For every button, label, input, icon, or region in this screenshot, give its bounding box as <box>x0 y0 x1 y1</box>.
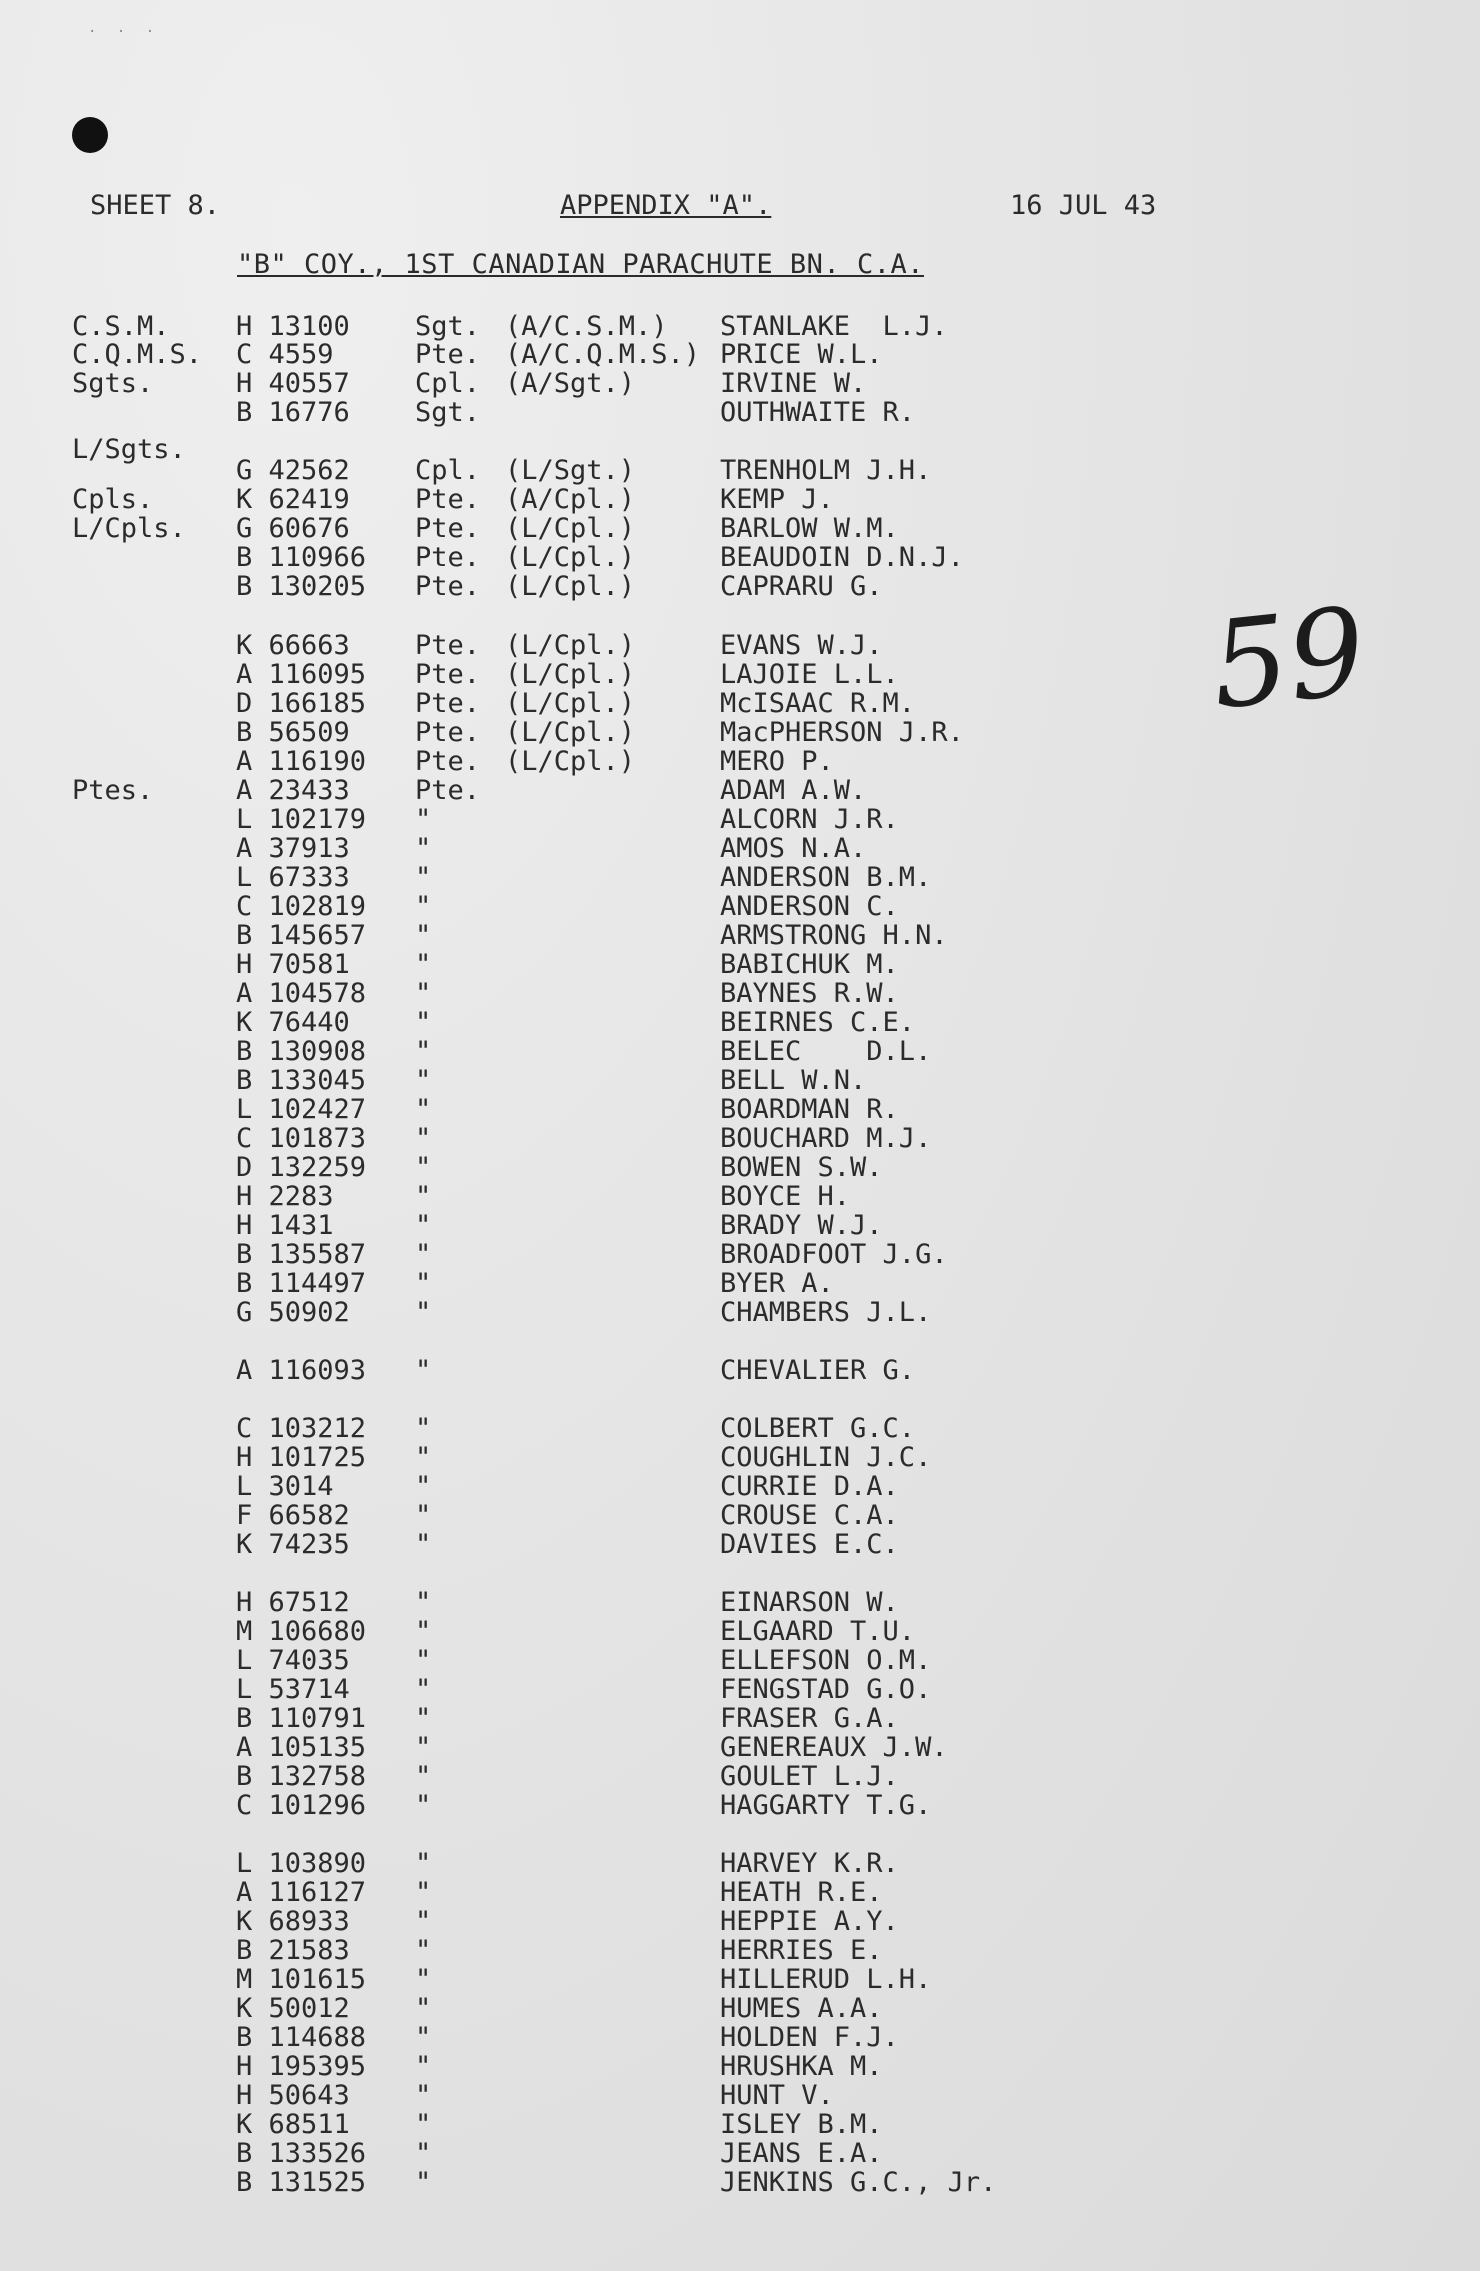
service-number: H 1431 <box>236 1210 334 1241</box>
rank-group-label: L/Cpls. <box>72 513 186 544</box>
roll-entry <box>0 1616 1480 1646</box>
rank: Pte. <box>415 688 481 719</box>
rank: Pte. <box>415 484 481 515</box>
acting-rank: (L/Cpl.) <box>505 659 636 690</box>
rank: " <box>415 1065 432 1096</box>
service-number: L 103890 <box>236 1848 367 1879</box>
acting-rank: (L/Cpl.) <box>505 630 636 661</box>
rank: " <box>415 1297 432 1328</box>
rank: " <box>415 1036 432 1067</box>
roll-entry <box>0 1529 1480 1559</box>
roll-entry <box>0 2138 1480 2168</box>
service-number: A 116093 <box>236 1355 367 1386</box>
rank: " <box>415 1703 432 1734</box>
service-number: K 62419 <box>236 484 350 515</box>
soldier-name: HERRIES E. <box>720 1935 883 1966</box>
rank: " <box>415 1935 432 1966</box>
service-number: B 114497 <box>236 1268 367 1299</box>
roll-entry <box>0 2109 1480 2139</box>
soldier-name: HUMES A.A. <box>720 1993 883 2024</box>
soldier-name: HOLDEN F.J. <box>720 2022 899 2053</box>
acting-rank: (A/Sgt.) <box>505 368 636 399</box>
roll-entry <box>0 775 1480 805</box>
rank: Pte. <box>415 746 481 777</box>
rank: Cpl. <box>415 368 481 399</box>
service-number: C 103212 <box>236 1413 367 1444</box>
rank-group-label: C.S.M. <box>72 311 170 342</box>
rank: " <box>415 891 432 922</box>
soldier-name: BELL W.N. <box>720 1065 867 1096</box>
roll-entry <box>0 1152 1480 1182</box>
rank: " <box>415 1123 432 1154</box>
rank: " <box>415 920 432 951</box>
service-number: K 68933 <box>236 1906 350 1937</box>
roll-entry <box>0 1645 1480 1675</box>
roll-entry <box>0 1442 1480 1472</box>
soldier-name: LAJOIE L.L. <box>720 659 899 690</box>
service-number: H 2283 <box>236 1181 334 1212</box>
roll-entry <box>0 1210 1480 1240</box>
service-number: F 66582 <box>236 1500 350 1531</box>
soldier-name: STANLAKE L.J. <box>720 311 948 342</box>
scan-specks: · · · <box>88 24 161 40</box>
rank: " <box>415 2080 432 2111</box>
soldier-name: CURRIE D.A. <box>720 1471 899 1502</box>
service-number: G 60676 <box>236 513 350 544</box>
rank: " <box>415 1152 432 1183</box>
soldier-name: COLBERT G.C. <box>720 1413 916 1444</box>
rank: " <box>415 1007 432 1038</box>
soldier-name: HUNT V. <box>720 2080 834 2111</box>
rank-group-label: Sgts. <box>72 368 154 399</box>
roll-entry <box>0 1239 1480 1269</box>
service-number: B 133045 <box>236 1065 367 1096</box>
rank: Cpl. <box>415 455 481 486</box>
acting-rank: (L/Cpl.) <box>505 746 636 777</box>
roll-entry <box>0 659 1480 689</box>
sheet-number: SHEET 8. <box>90 190 221 221</box>
rank: " <box>415 1674 432 1705</box>
service-number: D 166185 <box>236 688 367 719</box>
rank: " <box>415 804 432 835</box>
soldier-name: BEIRNES C.E. <box>720 1007 916 1038</box>
service-number: B 21583 <box>236 1935 350 1966</box>
soldier-name: HEATH R.E. <box>720 1877 883 1908</box>
service-number: H 13100 <box>236 311 350 342</box>
roll-entry <box>0 746 1480 776</box>
service-number: B 133526 <box>236 2138 367 2169</box>
roll-entry <box>0 1993 1480 2023</box>
rank: " <box>415 1094 432 1125</box>
soldier-name: IRVINE W. <box>720 368 867 399</box>
roll-entry <box>0 1355 1480 1385</box>
soldier-name: HAGGARTY T.G. <box>720 1790 932 1821</box>
service-number: B 130908 <box>236 1036 367 1067</box>
roll-entry <box>0 630 1480 660</box>
group-label-lsgts: L/Sgts. <box>72 434 186 465</box>
roll-entry <box>0 1181 1480 1211</box>
rank: Pte. <box>415 775 481 806</box>
service-number: L 67333 <box>236 862 350 893</box>
service-number: C 102819 <box>236 891 367 922</box>
rank: " <box>415 1616 432 1647</box>
rank: Pte. <box>415 630 481 661</box>
soldier-name: CROUSE C.A. <box>720 1500 899 1531</box>
rank: " <box>415 833 432 864</box>
roll-entry <box>0 1413 1480 1443</box>
soldier-name: JEANS E.A. <box>720 2138 883 2169</box>
roll-entry <box>0 1790 1480 1820</box>
service-number: C 101873 <box>236 1123 367 1154</box>
roll-entry <box>0 1848 1480 1878</box>
soldier-name: AMOS N.A. <box>720 833 867 864</box>
rank: " <box>415 1906 432 1937</box>
acting-rank: (L/Sgt.) <box>505 455 636 486</box>
service-number: M 106680 <box>236 1616 367 1647</box>
service-number: L 102427 <box>236 1094 367 1125</box>
soldier-name: BOUCHARD M.J. <box>720 1123 932 1154</box>
roll-entry <box>0 1065 1480 1095</box>
roll-entry <box>0 688 1480 718</box>
roll-entry <box>0 1761 1480 1791</box>
service-number: A 23433 <box>236 775 350 806</box>
service-number: A 37913 <box>236 833 350 864</box>
service-number: H 195395 <box>236 2051 367 2082</box>
roll-entry <box>0 1297 1480 1327</box>
rank: " <box>415 1268 432 1299</box>
soldier-name: ADAM A.W. <box>720 775 867 806</box>
roll-entry <box>0 1036 1480 1066</box>
acting-rank: (A/Cpl.) <box>505 484 636 515</box>
service-number: B 110791 <box>236 1703 367 1734</box>
service-number: D 132259 <box>236 1152 367 1183</box>
roll-entry <box>0 311 1480 341</box>
roll-entry <box>0 1094 1480 1124</box>
service-number: H 50643 <box>236 2080 350 2111</box>
service-number: B 130205 <box>236 571 367 602</box>
rank: " <box>415 1413 432 1444</box>
soldier-name: ANDERSON B.M. <box>720 862 932 893</box>
rank: Sgt. <box>415 311 481 342</box>
service-number: B 145657 <box>236 920 367 951</box>
service-number: A 105135 <box>236 1732 367 1763</box>
roll-entry <box>0 1732 1480 1762</box>
soldier-name: COUGHLIN J.C. <box>720 1442 932 1473</box>
soldier-name: ELGAARD T.U. <box>720 1616 916 1647</box>
acting-rank: (L/Cpl.) <box>505 571 636 602</box>
roll-entry <box>0 717 1480 747</box>
soldier-name: GOULET L.J. <box>720 1761 899 1792</box>
acting-rank: (A/C.S.M.) <box>505 311 668 342</box>
rank: " <box>415 1500 432 1531</box>
soldier-name: BOWEN S.W. <box>720 1152 883 1183</box>
service-number: H 70581 <box>236 949 350 980</box>
service-number: K 50012 <box>236 1993 350 2024</box>
roll-entry <box>0 1587 1480 1617</box>
roll-entry <box>0 978 1480 1008</box>
service-number: A 116095 <box>236 659 367 690</box>
roll-entry <box>0 368 1480 398</box>
rank: " <box>415 2022 432 2053</box>
soldier-name: MacPHERSON J.R. <box>720 717 964 748</box>
service-number: A 116190 <box>236 746 367 777</box>
soldier-name: ISLEY B.M. <box>720 2109 883 2140</box>
roll-entry <box>0 1123 1480 1153</box>
soldier-name: BABICHUK M. <box>720 949 899 980</box>
rank: " <box>415 1210 432 1241</box>
soldier-name: BOARDMAN R. <box>720 1094 899 1125</box>
soldier-name: BROADFOOT J.G. <box>720 1239 948 1270</box>
roll-entry <box>0 862 1480 892</box>
rank: Sgt. <box>415 397 481 428</box>
roll-entry <box>0 397 1480 427</box>
soldier-name: PRICE W.L. <box>720 339 883 370</box>
soldier-name: HEPPIE A.Y. <box>720 1906 899 1937</box>
rank: " <box>415 1790 432 1821</box>
rank: Pte. <box>415 717 481 748</box>
rank: Pte. <box>415 513 481 544</box>
roll-entry <box>0 1964 1480 1994</box>
soldier-name: BAYNES R.W. <box>720 978 899 1009</box>
service-number: A 104578 <box>236 978 367 1009</box>
service-number: B 114688 <box>236 2022 367 2053</box>
rank: " <box>415 1993 432 2024</box>
acting-rank: (L/Cpl.) <box>505 688 636 719</box>
rank: " <box>415 1732 432 1763</box>
acting-rank: (L/Cpl.) <box>505 542 636 573</box>
rank-group-label: C.Q.M.S. <box>72 339 203 370</box>
roll-entry <box>0 339 1480 369</box>
rank: Pte. <box>415 659 481 690</box>
service-number: B 16776 <box>236 397 350 428</box>
service-number: K 76440 <box>236 1007 350 1038</box>
rank: " <box>415 1181 432 1212</box>
rank-group-label: Ptes. <box>72 775 154 806</box>
roll-entry <box>0 542 1480 572</box>
soldier-name: BARLOW W.M. <box>720 513 899 544</box>
soldier-name: FENGSTAD G.O. <box>720 1674 932 1705</box>
soldier-name: MERO P. <box>720 746 834 777</box>
roll-entry <box>0 2080 1480 2110</box>
soldier-name: EINARSON W. <box>720 1587 899 1618</box>
roll-entry <box>0 2051 1480 2081</box>
soldier-name: BEAUDOIN D.N.J. <box>720 542 964 573</box>
rank: " <box>415 1761 432 1792</box>
rank: " <box>415 949 432 980</box>
rank: " <box>415 2051 432 2082</box>
roll-entry <box>0 513 1480 543</box>
soldier-name: ANDERSON C. <box>720 891 899 922</box>
roll-entry <box>0 1007 1480 1037</box>
roll-entry <box>0 2167 1480 2197</box>
soldier-name: ARMSTRONG H.N. <box>720 920 948 951</box>
roll-entry <box>0 833 1480 863</box>
service-number: L 53714 <box>236 1674 350 1705</box>
rank: " <box>415 862 432 893</box>
roll-entry <box>0 949 1480 979</box>
soldier-name: CAPRARU G. <box>720 571 883 602</box>
roll-entry <box>0 1935 1480 1965</box>
soldier-name: BELEC D.L. <box>720 1036 932 1067</box>
soldier-name: ALCORN J.R. <box>720 804 899 835</box>
service-number: H 101725 <box>236 1442 367 1473</box>
soldier-name: CHAMBERS J.L. <box>720 1297 932 1328</box>
service-number: H 67512 <box>236 1587 350 1618</box>
service-number: K 68511 <box>236 2109 350 2140</box>
service-number: B 110966 <box>236 542 367 573</box>
soldier-name: HRUSHKA M. <box>720 2051 883 2082</box>
rank: " <box>415 1239 432 1270</box>
roll-entry <box>0 1906 1480 1936</box>
soldier-name: JENKINS G.C., Jr. <box>720 2167 997 2198</box>
soldier-name: TRENHOLM J.H. <box>720 455 932 486</box>
rank: " <box>415 1877 432 1908</box>
service-number: L 3014 <box>236 1471 334 1502</box>
roll-entry <box>0 1674 1480 1704</box>
handwritten-page-number: 59 <box>1205 582 1372 737</box>
service-number: B 135587 <box>236 1239 367 1270</box>
document-date: 16 JUL 43 <box>1010 190 1157 221</box>
service-number: K 66663 <box>236 630 350 661</box>
rank: " <box>415 2167 432 2198</box>
roll-entry <box>0 571 1480 601</box>
service-number: M 101615 <box>236 1964 367 1995</box>
soldier-name: BOYCE H. <box>720 1181 851 1212</box>
service-number: C 4559 <box>236 339 334 370</box>
service-number: A 116127 <box>236 1877 367 1908</box>
unit-title: "B" COY., 1ST CANADIAN PARACHUTE BN. C.A. <box>237 249 924 280</box>
service-number: L 102179 <box>236 804 367 835</box>
soldier-name: KEMP J. <box>720 484 834 515</box>
roll-entry <box>0 1703 1480 1733</box>
roll-entry <box>0 804 1480 834</box>
rank: " <box>415 1471 432 1502</box>
service-number: B 56509 <box>236 717 350 748</box>
rank: Pte. <box>415 542 481 573</box>
service-number: H 40557 <box>236 368 350 399</box>
acting-rank: (L/Cpl.) <box>505 717 636 748</box>
soldier-name: ELLEFSON O.M. <box>720 1645 932 1676</box>
roll-entry <box>0 920 1480 950</box>
service-number: G 50902 <box>236 1297 350 1328</box>
rank: " <box>415 1442 432 1473</box>
soldier-name: McISAAC R.M. <box>720 688 916 719</box>
roll-entry <box>0 484 1480 514</box>
soldier-name: BYER A. <box>720 1268 834 1299</box>
soldier-name: GENEREAUX J.W. <box>720 1732 948 1763</box>
roll-entry <box>0 455 1480 485</box>
service-number: C 101296 <box>236 1790 367 1821</box>
roll-entry <box>0 1877 1480 1907</box>
rank: Pte. <box>415 571 481 602</box>
soldier-name: BRADY W.J. <box>720 1210 883 1241</box>
soldier-name: CHEVALIER G. <box>720 1355 916 1386</box>
rank-group-label: Cpls. <box>72 484 154 515</box>
rank: " <box>415 1355 432 1386</box>
rank: " <box>415 1964 432 1995</box>
acting-rank: (A/C.Q.M.S.) <box>505 339 701 370</box>
service-number: B 132758 <box>236 1761 367 1792</box>
roll-entry <box>0 1471 1480 1501</box>
rank: Pte. <box>415 339 481 370</box>
service-number: G 42562 <box>236 455 350 486</box>
rank: " <box>415 1587 432 1618</box>
rank: " <box>415 2138 432 2169</box>
soldier-name: FRASER G.A. <box>720 1703 899 1734</box>
soldier-name: EVANS W.J. <box>720 630 883 661</box>
service-number: L 74035 <box>236 1645 350 1676</box>
soldier-name: HILLERUD L.H. <box>720 1964 932 1995</box>
rank: " <box>415 978 432 1009</box>
roll-entry <box>0 1268 1480 1298</box>
roll-entry <box>0 891 1480 921</box>
rank: " <box>415 1848 432 1879</box>
appendix-title: APPENDIX "A". <box>560 190 772 221</box>
roll-entry <box>0 2022 1480 2052</box>
rank: " <box>415 1529 432 1560</box>
acting-rank: (L/Cpl.) <box>505 513 636 544</box>
soldier-name: DAVIES E.C. <box>720 1529 899 1560</box>
rank: " <box>415 2109 432 2140</box>
roll-entry <box>0 1500 1480 1530</box>
soldier-name: HARVEY K.R. <box>720 1848 899 1879</box>
service-number: K 74235 <box>236 1529 350 1560</box>
soldier-name: OUTHWAITE R. <box>720 397 916 428</box>
service-number: B 131525 <box>236 2167 367 2198</box>
rank: " <box>415 1645 432 1676</box>
